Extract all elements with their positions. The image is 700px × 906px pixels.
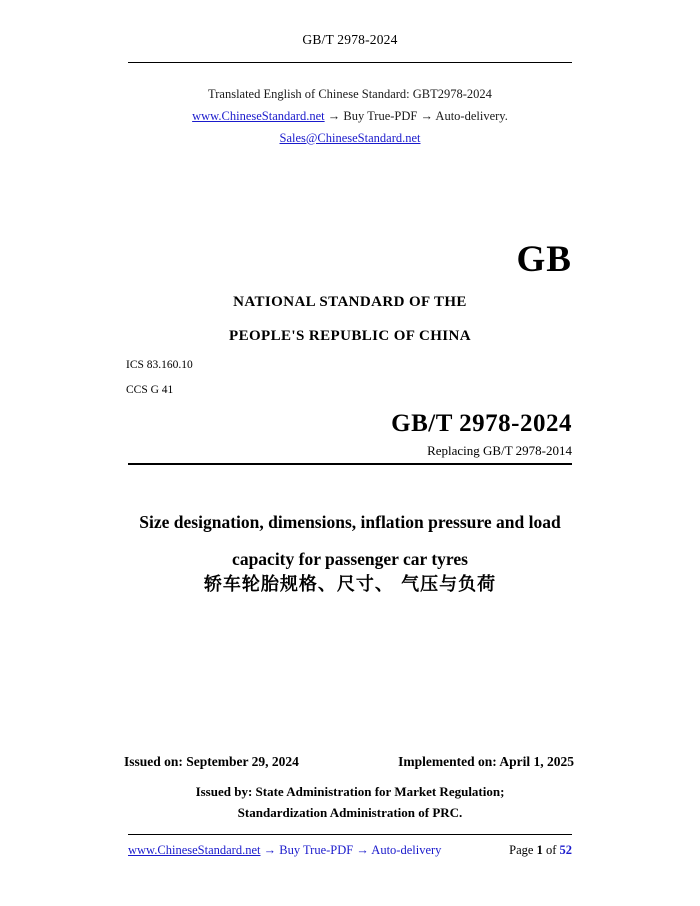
page-total: 52: [559, 843, 572, 857]
footer-divider: [128, 834, 572, 835]
promo-purchase-text: → Buy True-PDF → Auto-delivery.: [324, 108, 508, 123]
title-divider: [128, 463, 572, 465]
header-divider: [128, 62, 572, 63]
document-title-english: [110, 504, 590, 578]
ics-code: ICS 83.160.10: [126, 359, 193, 371]
issuing-authority-line1: Issued by: State Administration for Market Regulation;: [195, 784, 505, 799]
national-standard-line-2: PEOPLE'S REPUBLIC OF CHINA: [229, 328, 471, 344]
promo-email-link[interactable]: Sales@ChineseStandard.net: [279, 130, 421, 145]
promo-purchase-line: [98, 106, 602, 128]
ccs-code: CCS G 41: [126, 384, 174, 396]
document-title-english-line1: Size designation, dimensions, inflation pressure and load: [139, 512, 561, 532]
issuing-authority-line2: Standardization Administration of PRC.: [237, 805, 463, 821]
promo-block: [98, 84, 602, 150]
footer-website-link[interactable]: www.ChineseStandard.net: [128, 843, 261, 857]
promo-translation-note: Translated English of Chinese Standard: GBT2978-2024: [208, 87, 492, 101]
page-footer: [128, 843, 572, 858]
page-of-label: of: [545, 843, 557, 857]
page-label: Page: [509, 843, 534, 857]
issue-dates-row: [124, 754, 574, 770]
footer-promo-text: → Buy True-PDF → Auto-delivery: [260, 843, 442, 857]
promo-website-link[interactable]: www.ChineseStandard.net: [192, 108, 325, 123]
document-title-english-line2: capacity for passenger car tyres: [232, 548, 468, 569]
gb-emblem-text: GB: [516, 239, 572, 280]
page-indicator: [509, 843, 572, 858]
header-standard-number: GB/T 2978-2024: [302, 32, 398, 47]
implemented-date: Implemented on: April 1, 2025: [398, 754, 574, 769]
replacing-standard: Replacing GB/T 2978-2014: [427, 443, 572, 458]
page-header: [128, 32, 572, 48]
promo-email-line: [98, 128, 602, 150]
footer-promo: [128, 843, 441, 858]
issued-date: Issued on: September 29, 2024: [124, 754, 299, 769]
standard-number: GB/T 2978-2024: [391, 410, 572, 437]
document-title-chinese: 轿车轮胎规格、尺寸、 气压与负荷: [203, 574, 497, 595]
issuing-authority: [128, 781, 572, 824]
national-standard-line-1: NATIONAL STANDARD OF THE: [233, 294, 467, 310]
page-number: 1: [536, 843, 543, 857]
